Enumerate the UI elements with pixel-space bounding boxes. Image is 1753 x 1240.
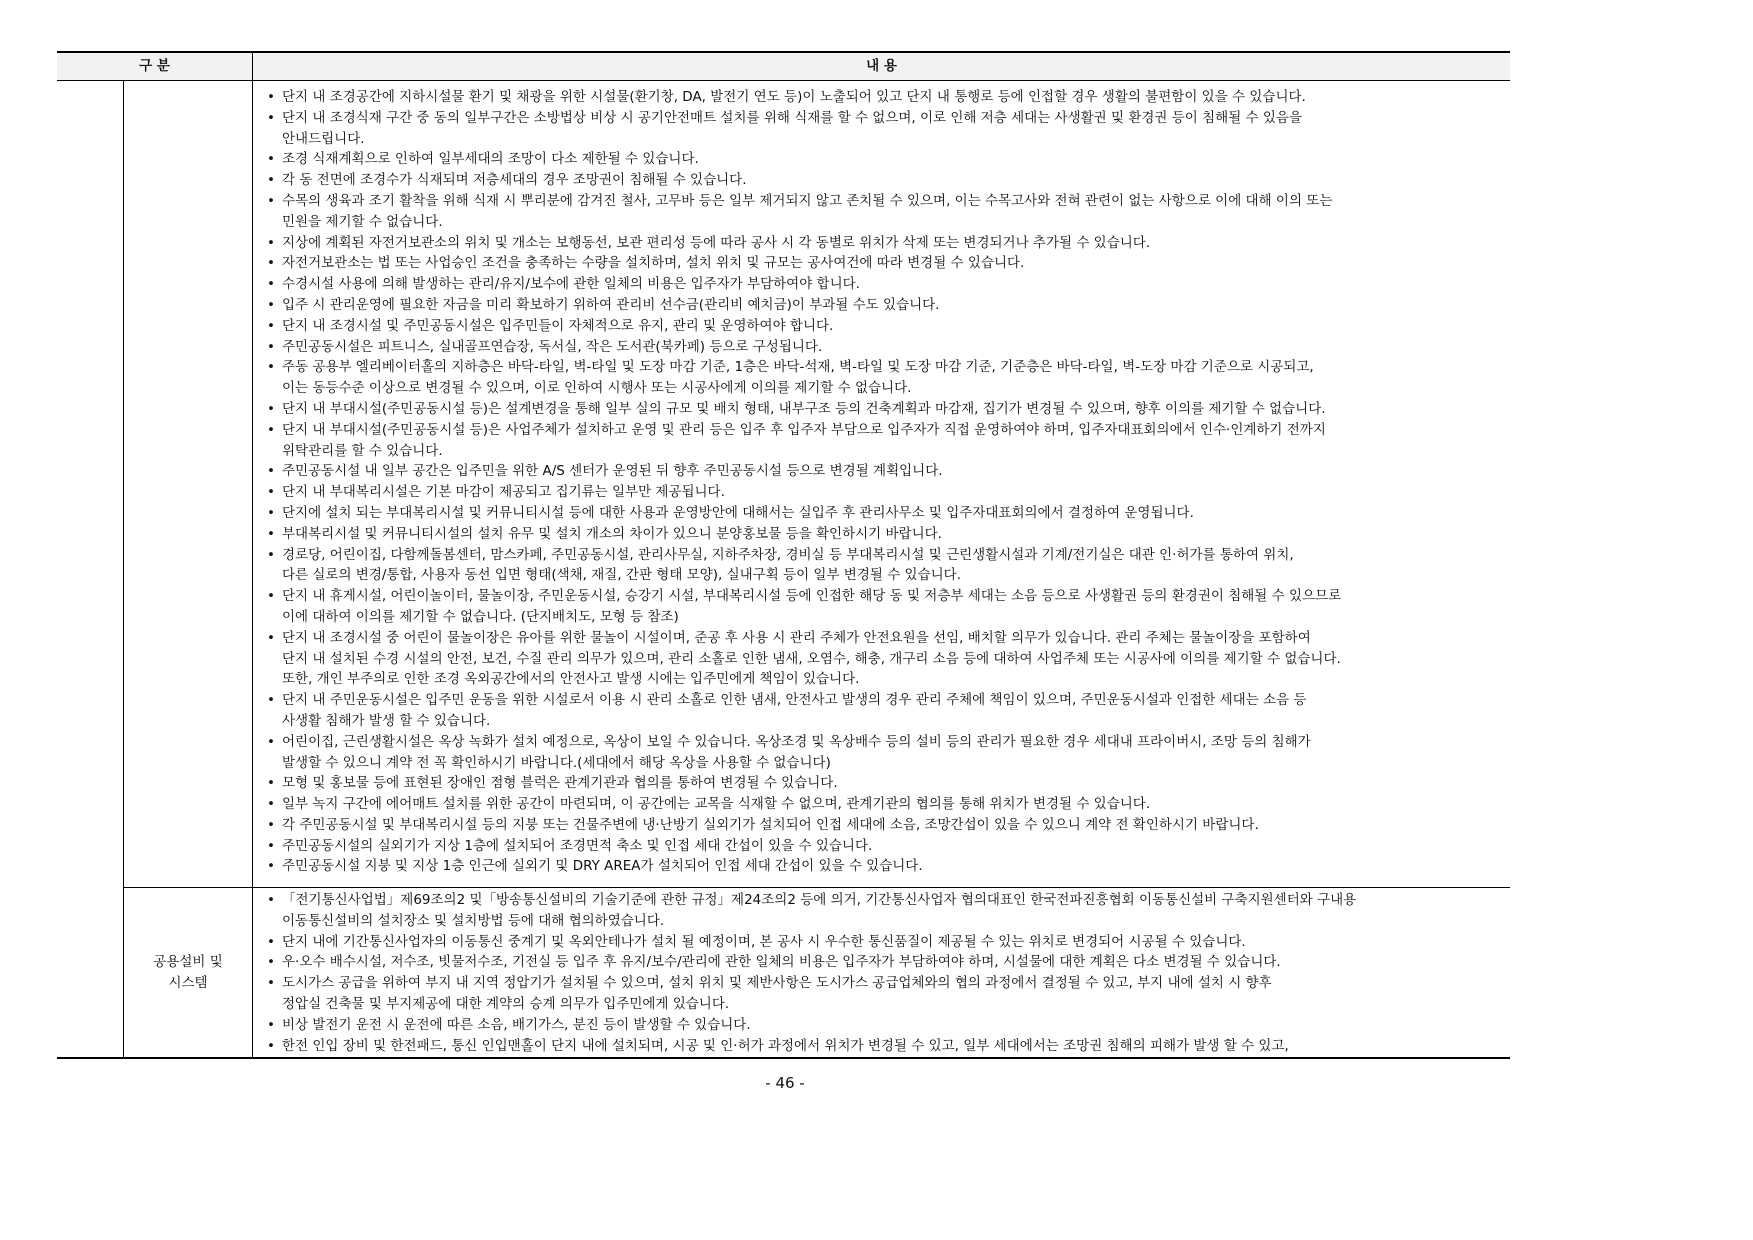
table-bottom-rule bbox=[57, 1057, 1510, 1059]
notice-item bbox=[253, 420, 1510, 462]
notice-line: • 수경시설 사용에 의해 발생하는 관리/유지/보수에 관한 일체의 비용은 입주자가 부담하여야 합니다. bbox=[282, 276, 860, 293]
notice-item bbox=[253, 170, 1510, 191]
notice-item bbox=[253, 191, 1510, 233]
row-1-content bbox=[253, 81, 1510, 887]
notice-line: • 단지 내 부대시설(주민공동시설 등)은 설계변경을 통해 일부 실의 규모 및 배치 형태, 내부구조 등의 건축계획과 마감재, 집기가 변경될 수 있으며, 향후 이의를 제기할 수 없습니다. bbox=[282, 400, 1326, 417]
notice-item bbox=[253, 545, 1510, 587]
notice-item bbox=[253, 503, 1510, 524]
notice-line: 사생활 침해가 발생 할 수 있습니다. bbox=[282, 712, 491, 729]
notice-line: • 자전거보관소는 법 또는 사업승인 조건을 충족하는 수량을 설치하며, 설치 위치 및 규모는 공사여건에 따라 변경될 수 있습니다. bbox=[282, 255, 1025, 272]
notice-line: 발생할 수 있으니 계약 전 꼭 확인하시기 바랍니다.(세대에서 해당 옥상을 사용할 수 없습니다) bbox=[282, 754, 831, 771]
notice-line: 민원을 제기할 수 없습니다. bbox=[282, 213, 443, 230]
notice-item bbox=[253, 732, 1510, 774]
notice-item bbox=[253, 1036, 1510, 1057]
notice-line: 안내드립니다. bbox=[282, 130, 365, 147]
notice-line: • 단지 내 조경식재 구간 중 동의 일부구간은 소방법상 비상 시 공기안전매트 설치를 위해 식재를 할 수 없으며, 이로 인해 저층 세대는 사생활권 및 환경권 등이 침해될 수 있음을 bbox=[282, 109, 1302, 126]
notice-item bbox=[253, 108, 1510, 150]
notice-line: 이는 동등수준 이상으로 변경될 수 있으며, 이로 인하여 시행사 또는 시공사에게 이의를 제기할 수 없습니다. bbox=[282, 380, 912, 397]
notice-item bbox=[253, 794, 1510, 815]
notice-item bbox=[253, 233, 1510, 254]
notice-list bbox=[253, 87, 1510, 877]
notice-item bbox=[253, 399, 1510, 420]
notice-line: 이동통신설비의 설치장소 및 설치방법 등에 대해 협의하였습니다. bbox=[282, 912, 665, 929]
notice-item bbox=[253, 952, 1510, 973]
notice-line: • 주민공동시설의 실외기가 지상 1층에 설치되어 조경면적 축소 및 인접 세대 간섭이 있을 수 있습니다. bbox=[282, 837, 873, 854]
notice-item bbox=[253, 524, 1510, 545]
notice-line: • 단지에 설치 되는 부대복리시설 및 커뮤니티시설 등에 대한 사용과 운영방안에 대해서는 실입주 후 관리사무소 및 입주자대표회의에서 결정하여 운영됩니다. bbox=[282, 504, 1194, 521]
notice-item bbox=[253, 87, 1510, 108]
notice-line: • 한전 인입 장비 및 한전패드, 통신 인입맨홀이 단지 내에 설치되며, 시공 및 인·허가 과정에서 위치가 변경될 수 있고, 일부 세대에서는 조망권 침해의 피해가 발생 할 수 있고, bbox=[282, 1037, 1289, 1054]
notice-item bbox=[253, 274, 1510, 295]
notice-line: • 각 동 전면에 조경수가 식재되며 저층세대의 경우 조망권이 침해될 수 있습니다. bbox=[282, 172, 747, 189]
notice-line: 단지 내 설치된 수경 시설의 안전, 보건, 수질 관리 의무가 있으며, 관리 소홀로 인한 냄새, 오염수, 해충, 개구리 소음 등에 대하여 사업주체 또는 시공사에 이의를 제기할 수 없습니다. bbox=[282, 650, 1341, 667]
notice-line: • 주민공동시설은 피트니스, 실내골프연습장, 독서실, 작은 도서관(북카페) 등으로 구성됩니다. bbox=[282, 338, 823, 355]
header-category: 구 분 bbox=[139, 58, 170, 74]
notice-line: • 부대복리시설 및 커뮤니티시설의 설치 유무 및 설치 개소의 차이가 있으니 분양홍보물 등을 확인하시기 바랍니다. bbox=[282, 525, 942, 542]
category-label-line: 공용설비 및 bbox=[153, 953, 223, 970]
notice-line: • 일부 녹지 구간에 에어매트 설치를 위한 공간이 마련되며, 이 공간에는 교목을 식재할 수 없으며, 관계기관의 협의를 통해 위치가 변경될 수 있습니다. bbox=[282, 796, 1151, 813]
notice-line: • 조경 식재계획으로 인하여 일부세대의 조망이 다소 제한될 수 있습니다. bbox=[282, 151, 699, 168]
notice-line: • 단지 내 조경시설 및 주민공동시설은 입주민들이 자체적으로 유지, 관리 및 운영하여야 합니다. bbox=[282, 317, 834, 334]
notice-item bbox=[253, 357, 1510, 399]
notice-line: 또한, 개인 부주의로 인한 조경 옥외공간에서의 안전사고 발생 시에는 입주민에게 책임이 있습니다. bbox=[282, 671, 860, 688]
notice-line: 정압실 건축물 및 부지제공에 대한 계약의 승계 의무가 입주민에게 있습니다. bbox=[282, 995, 730, 1012]
notice-item bbox=[253, 586, 1510, 628]
notice-line: • 각 주민공동시설 및 부대복리시설 등의 지붕 또는 건물주변에 냉·난방기 실외기가 설치되어 인접 세대에 소음, 조망간섭이 있을 수 있으니 계약 전 확인하시기 바랍니다. bbox=[282, 816, 1259, 833]
notice-item bbox=[253, 316, 1510, 337]
notice-line: • 단지 내 부대시설(주민공동시설 등)은 사업주체가 설치하고 운영 및 관리 등은 입주 후 입주자 부담으로 입주자가 직접 운영하여야 하며, 입주자대표회의에서 인수·인계하기 전까지 bbox=[282, 421, 1326, 438]
notice-item bbox=[253, 253, 1510, 274]
notice-item bbox=[253, 337, 1510, 358]
header-content: 내 용 bbox=[866, 58, 897, 74]
category-label-line: 시스템 bbox=[168, 974, 208, 991]
notice-line: • 입주 시 관리운영에 필요한 자금을 미리 확보하기 위하여 관리비 선수금(관리비 예치금)이 부과될 수도 있습니다. bbox=[282, 296, 940, 313]
notice-item bbox=[253, 773, 1510, 794]
row-2-content bbox=[253, 888, 1510, 1057]
notice-line: • 단지 내 조경공간에 지하시설물 환기 및 채광을 위한 시설물(환기창, DA, 발전기 연도 등)이 노출되어 있고 단지 내 통행로 등에 인접할 경우 생활의 불편함이 있을 수 있습니다. bbox=[282, 89, 1306, 105]
notice-line: • 도시가스 공급을 위하여 부지 내 지역 정압기가 설치될 수 있으며, 설치 위치 및 제반사항은 도시가스 공급업체와의 협의 과정에서 결정될 수 있고, 부지 내에 설치 시 향후 bbox=[282, 975, 1272, 992]
notice-line: • 주민공동시설 지붕 및 지상 1층 인근에 실외기 및 DRY AREA가 설치되어 인접 세대 간섭이 있을 수 있습니다. bbox=[282, 858, 923, 875]
notice-line: • 단지 내 부대복리시설은 기본 마감이 제공되고 집기류는 일부만 제공됩니다. bbox=[282, 484, 725, 501]
notice-line: • 우·오수 배수시설, 저수조, 빗물저수조, 기전실 등 입주 후 유지/보수/관리에 관한 일체의 비용은 입주자가 부담하여야 하며, 시설물에 대한 계획은 다소 변경될 수 있습니다. bbox=[282, 954, 1281, 971]
notice-item bbox=[253, 836, 1510, 857]
notice-item bbox=[253, 815, 1510, 836]
notice-line: • 주동 공용부 엘리베이터홀의 지하층은 바닥-타일, 벽-타일 및 도장 마감 기준, 1층은 바닥-석재, 벽-타일 및 도장 마감 기준, 기준층은 바닥-타일, 벽-도장 마감 기준으로 시공되고, bbox=[282, 359, 1314, 376]
notice-line: • 「전기통신사업법」제69조의2 및「방송통신설비의 기술기준에 관한 규정」제24조의2 등에 의거, 기간통신사업자 협의대표인 한국전파진흥협회 이동통신설비 구축지원센터와 구내용 bbox=[282, 892, 1357, 908]
page-number: - 46 - bbox=[765, 1074, 805, 1092]
row-2-category bbox=[124, 888, 252, 1057]
notice-line: • 비상 발전기 운전 시 운전에 따른 소음, 배기가스, 분진 등이 발생할 수 있습니다. bbox=[282, 1016, 751, 1033]
notice-line: • 단지 내 휴게시설, 어린이놀이터, 물놀이장, 주민운동시설, 승강기 시설, 부대복리시설 등에 인접한 해당 동 및 저층부 세대는 소음 등으로 사생활권 등의 환경권이 침해될 수 있으므로 bbox=[282, 588, 1342, 605]
notice-item bbox=[253, 295, 1510, 316]
notice-line: 다른 실로의 변경/통합, 사용자 동선 입면 형태(색채, 재질, 간판 형태 모양), 실내구획 등이 일부 변경될 수 있습니다. bbox=[282, 567, 962, 584]
notice-line: • 단지 내 주민운동시설은 입주민 운동을 위한 시설로서 이용 시 관리 소홀로 인한 냄새, 안전사고 발생의 경우 관리 주체에 책임이 있으며, 주민운동시설과 인접한 세대는 소음 등 bbox=[282, 692, 1307, 709]
notice-item bbox=[253, 482, 1510, 503]
notice-item bbox=[253, 973, 1510, 1015]
notice-line: • 단지 내 조경시설 중 어린이 물놀이장은 유아를 위한 물놀이 시설이며, 준공 후 사용 시 관리 주체가 안전요원을 선임, 배치할 의무가 있습니다. 관리 주체는 물놀이장을 포함하여 bbox=[282, 629, 1311, 646]
notice-line: • 수목의 생육과 조기 활착을 위해 식재 시 뿌리분에 감겨진 철사, 고무바 등은 일부 제거되지 않고 존치될 수 있으며, 이는 수목고사와 전혀 관련이 없는 사항으로 이에 대해 이의 또는 bbox=[282, 192, 1333, 209]
notice-item bbox=[253, 149, 1510, 170]
notice-item bbox=[253, 690, 1510, 732]
notice-line: • 어린이집, 근린생활시설은 옥상 녹화가 설치 예정으로, 옥상이 보일 수 있습니다. 옥상조경 및 옥상배수 등의 설비 등의 관리가 필요한 경우 세대내 프라이버시, 조망 등의 침해가 bbox=[282, 733, 1311, 750]
notice-item bbox=[253, 628, 1510, 690]
notice-item bbox=[253, 932, 1510, 953]
notice-line: 이에 대하여 이의를 제기할 수 없습니다. (단지배치도, 모형 등 참조) bbox=[282, 608, 679, 625]
notice-item bbox=[253, 1015, 1510, 1036]
table-header-row bbox=[57, 53, 1510, 80]
notice-list bbox=[253, 890, 1510, 1056]
notice-item bbox=[253, 856, 1510, 877]
notice-line: • 주민공동시설 내 일부 공간은 입주민을 위한 A/S 센터가 운영된 뒤 향후 주민공동시설 등으로 변경될 계획입니다. bbox=[282, 463, 943, 480]
notice-line: • 모형 및 홍보물 등에 표현된 장애인 점형 블럭은 관계기관과 협의를 통하여 변경될 수 있습니다. bbox=[282, 775, 838, 792]
notice-line: • 지상에 계획된 자전거보관소의 위치 및 개소는 보행동선, 보관 편리성 등에 따라 공사 시 각 동별로 위치가 삭제 또는 변경되거나 추가될 수 있습니다. bbox=[282, 234, 1151, 251]
notice-line: 위탁관리를 할 수 있습니다. bbox=[282, 442, 443, 459]
notice-item bbox=[253, 890, 1510, 932]
notice-line: • 단지 내에 기간통신사업자의 이동통신 중계기 및 옥외안테나가 설치 될 예정이며, 본 공사 시 우수한 통신품질이 제공될 수 있는 위치로 변경되어 시공될 수 있습니다. bbox=[282, 933, 1246, 950]
notice-line: • 경로당, 어린이집, 다함께돌봄센터, 맘스카페, 주민공동시설, 관리사무실, 지하주차장, 경비실 등 부대복리시설 및 근린생활시설과 기계/전기실은 대관 인·허가를 통하여 위치, bbox=[282, 546, 1294, 563]
notice-item bbox=[253, 461, 1510, 482]
